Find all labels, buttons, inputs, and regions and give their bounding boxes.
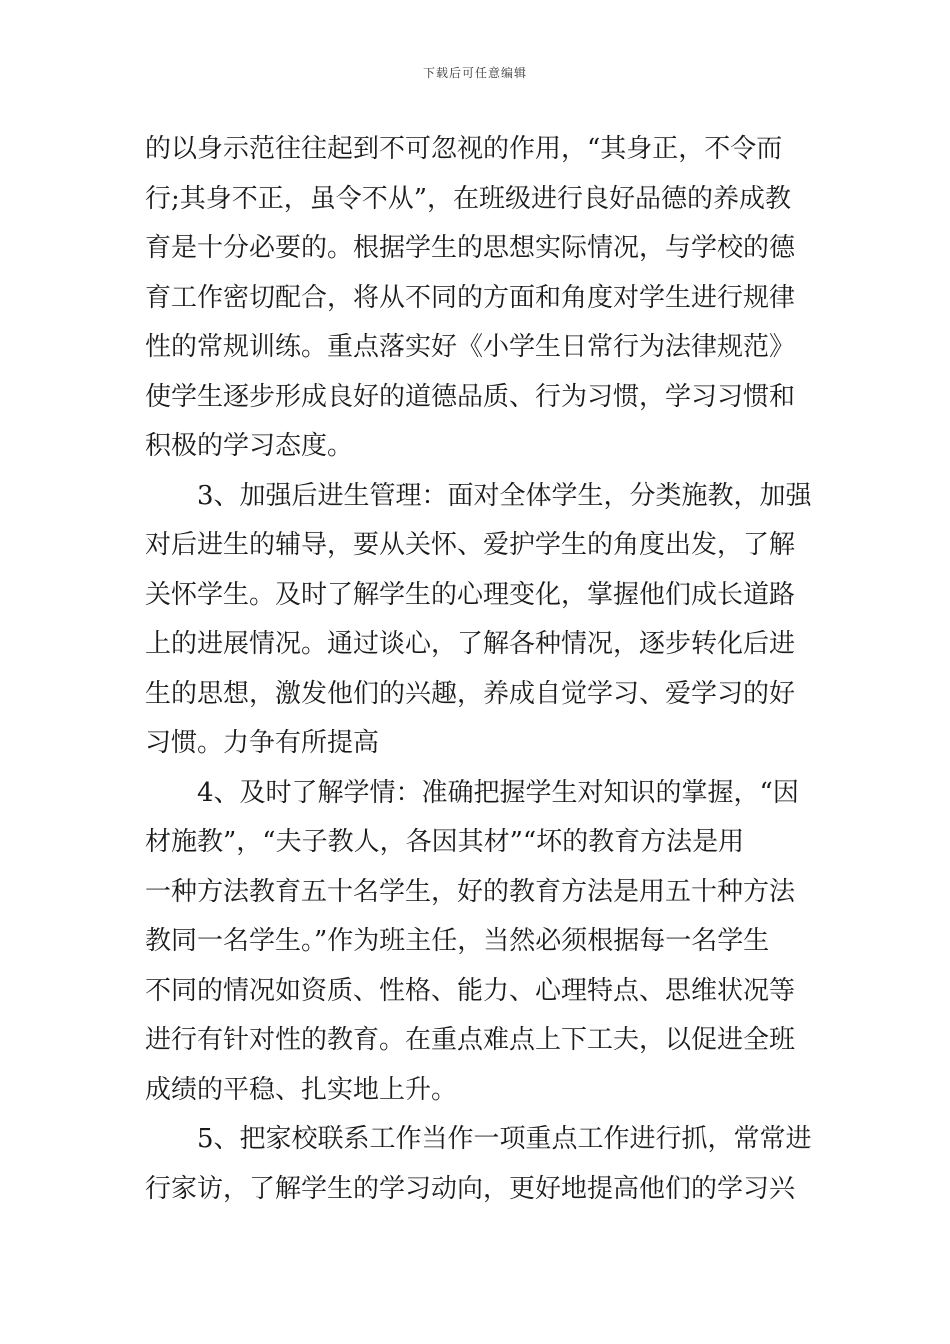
- text-line: 使学生逐步形成良好的道德品质、行为习惯，学习习惯和: [145, 381, 796, 412]
- text-line: 对后进生的辅导，要从关怀、爱护学生的角度出发，了解: [145, 530, 796, 560]
- text-line: 3、加强后进生管理：面对全体学生，分类施教，加强: [197, 480, 812, 511]
- text-line: 5、把家校联系工作当作一项重点工作进行抓，常常进: [197, 1124, 812, 1154]
- text-line: 性的常规训练。重点落实好《小学生日常行为法律规范》: [145, 332, 796, 362]
- text-line: 生的思想，激发他们的兴趣，养成自觉学习、爱学习的好: [145, 678, 796, 709]
- text-line: 材施教”，“夫子教人，各因其材”“坏的教育方法是用: [145, 827, 745, 857]
- page-header: 下载后可任意编辑: [422, 66, 527, 80]
- text-line: 教同一名学生。”作为班主任，当然必须根据每一名学生: [145, 926, 770, 956]
- text-line: 进行有针对性的教育。在重点难点上下工夫，以促进全班: [145, 1025, 796, 1055]
- text-line: 上的进展情况。通过谈心，了解各种情况，逐步转化后进: [145, 629, 796, 659]
- text-line: 习惯。力争有所提高: [145, 728, 380, 758]
- text-line: 关怀学生。及时了解学生的心理变化，掌握他们成长道路: [145, 579, 796, 610]
- text-line: 育工作密切配合，将从不同的方面和角度对学生进行规律: [145, 282, 796, 313]
- text-line: 行家访，了解学生的学习动向，更好地提高他们的学习兴: [145, 1173, 796, 1204]
- text-line: 行;其身不正，虽令不从”，在班级进行良好品德的养成教: [145, 183, 792, 214]
- text-line: 成绩的平稳、扎实地上升。: [145, 1074, 458, 1105]
- text-line: 积极的学习态度。: [145, 431, 354, 461]
- text-line: 育是十分必要的。根据学生的思想实际情况，与学校的德: [145, 233, 796, 263]
- text-line: 的以身示范往往起到不可忽视的作用，“其身正，不令而: [145, 134, 783, 164]
- text-line: 不同的情况如资质、性格、能力、心理特点、思维状况等: [145, 975, 796, 1006]
- text-line: 一种方法教育五十名学生，好的教育方法是用五十种方法: [145, 876, 796, 907]
- text-line: 4、及时了解学情：准确把握学生对知识的掌握，“因: [197, 777, 799, 808]
